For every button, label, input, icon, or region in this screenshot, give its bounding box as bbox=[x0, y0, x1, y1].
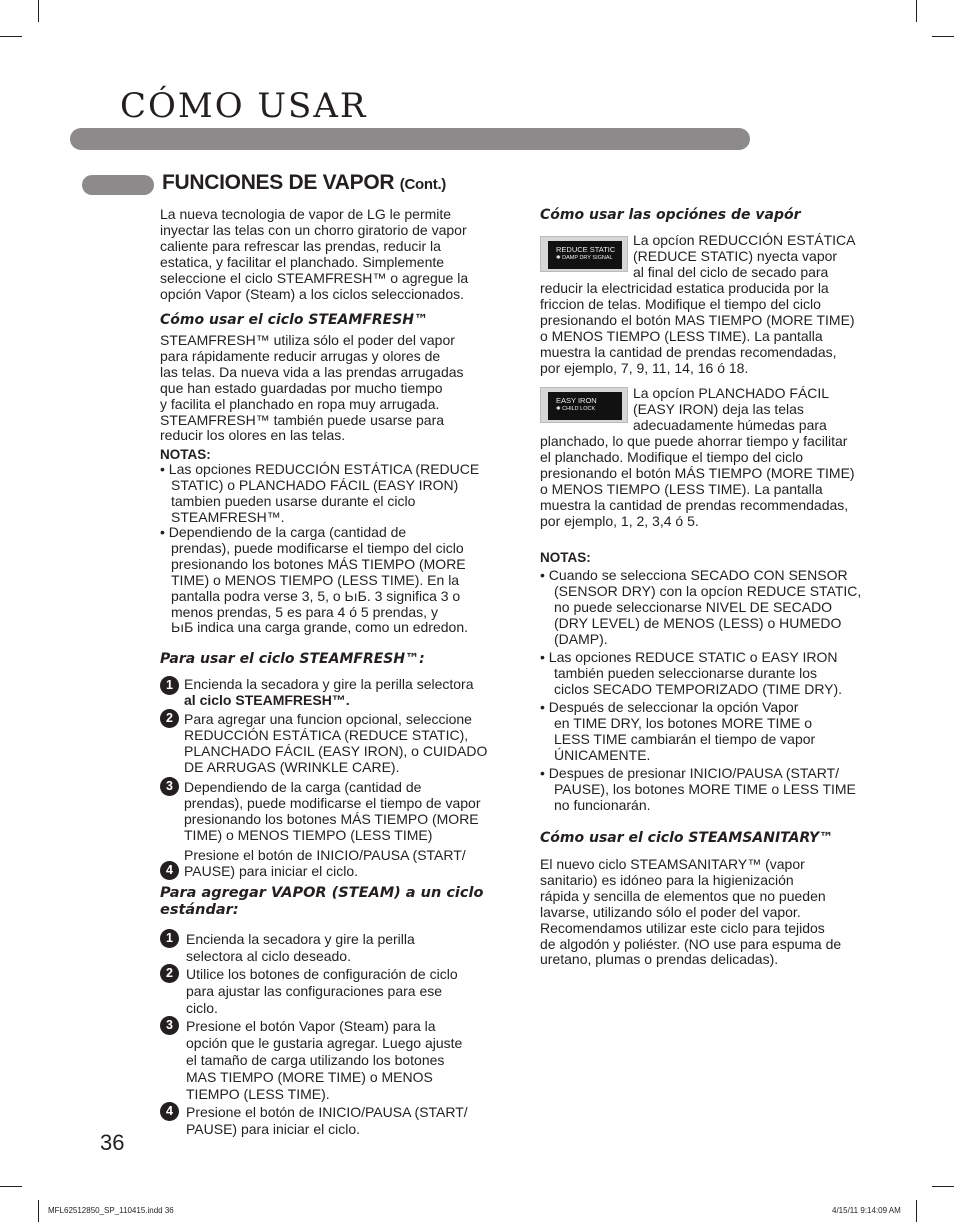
text-line: ЬıБ indica una carga grande, como un edredon. bbox=[171, 619, 469, 636]
text-line: La opcíon REDUCCIÓN ESTÁTICA bbox=[633, 232, 856, 248]
panel-sublabel: ✱ DAMP DRY SIGNAL bbox=[556, 255, 613, 261]
subheading-use-steamfresh: Para usar el ciclo STEAMFRESH™: bbox=[160, 651, 425, 667]
steamsanitary-paragraph bbox=[540, 857, 841, 968]
text-line: Presione el botón de INICIO/PAUSA (START/ bbox=[184, 847, 466, 863]
step-number: 3 bbox=[160, 777, 179, 796]
text-line: el planchado. Modifique el tiempo del ciclo bbox=[540, 448, 804, 465]
text-line: (EASY IRON) deja las telas bbox=[633, 400, 804, 417]
text-line: REDUCCIÓN ESTÁTICA (REDUCE STATIC), bbox=[184, 726, 469, 743]
text-line: seleccione el ciclo STEAMFRESH™ o agregue la bbox=[160, 269, 469, 286]
text-line: al final del ciclo de secado para bbox=[633, 263, 829, 280]
text-line: La nueva tecnologia de vapor de LG le permite bbox=[160, 206, 452, 222]
section-title-suffix: (Cont.) bbox=[399, 176, 447, 193]
step-number: 4 bbox=[160, 861, 179, 880]
step-text bbox=[184, 780, 481, 844]
reduce-static-paragraph bbox=[540, 281, 855, 376]
panel-sublabel: ✱ CHILD LOCK bbox=[556, 406, 596, 412]
text-line: el tamaño de carga utilizando los botones bbox=[186, 1052, 445, 1068]
text-line: Presione el botón Vapor (Steam) para la bbox=[186, 1018, 436, 1034]
text-line: ciclo. bbox=[186, 1000, 218, 1016]
step-text bbox=[184, 712, 487, 776]
text-line: El nuevo ciclo STEAMSANITARY™ (vapor bbox=[540, 856, 805, 872]
page-title: CÓMO USAR bbox=[120, 86, 368, 126]
crop-mark bbox=[932, 36, 954, 37]
text-line: y facilita el planchado en ropa muy arrugada. bbox=[160, 395, 440, 412]
text-line: Encienda la secadora y gire la perilla selectora bbox=[184, 676, 474, 692]
text-line: de algodón y poliéster. (NO use para espuma de bbox=[540, 935, 842, 952]
text-line: tambien pueden usarse durante el ciclo bbox=[171, 492, 416, 509]
text-line: uretano, plumas o prendas delicadas). bbox=[540, 951, 779, 968]
panel-display bbox=[548, 241, 622, 269]
section-title-text: FUNCIONES DE VAPOR bbox=[162, 171, 395, 194]
text-line: PAUSE) para iniciar el ciclo. bbox=[186, 1121, 361, 1137]
subheading-steamsanitary: Cómo usar el ciclo STEAMSANITARY™ bbox=[540, 830, 834, 846]
steamfresh-paragraph bbox=[160, 333, 464, 444]
text-line: TIME) o MENOS TIEMPO (LESS TIME) bbox=[184, 826, 433, 843]
text-line: Para agregar VAPOR (STEAM) a un ciclo bbox=[160, 885, 484, 901]
note-item bbox=[160, 525, 468, 636]
text-line: al ciclo STEAMFRESH™. bbox=[184, 691, 350, 708]
text-line: por ejemplo, 7, 9, 11, 14, 16 ó 18. bbox=[540, 359, 749, 376]
text-line: también pueden seleccionarse durante los bbox=[554, 664, 818, 681]
text-line: planchado, lo que puede ahorrar tiempo y facilitar bbox=[540, 433, 848, 449]
text-line: no funcionarán. bbox=[554, 796, 651, 813]
notes-label: NOTAS: bbox=[540, 550, 591, 565]
step-text bbox=[186, 931, 415, 965]
crop-mark bbox=[0, 1186, 22, 1187]
panel-label: EASY IRON bbox=[556, 396, 597, 405]
step-text bbox=[186, 1104, 468, 1138]
text-line: TIEMPO (LESS TIME). bbox=[186, 1086, 330, 1102]
text-line: prendas), puede modificarse el tiempo del ciclo bbox=[171, 539, 464, 556]
text-line: ciclos SECADO TEMPORIZADO (TIME DRY). bbox=[554, 680, 843, 697]
note-item bbox=[540, 568, 861, 648]
text-line: Para agregar una funcion opcional, seleccione bbox=[184, 711, 472, 727]
text-line: PAUSE), los botones MORE TIME o LESS TIME bbox=[554, 780, 856, 797]
text-line: (REDUCE STATIC) nyecta vapor bbox=[633, 247, 838, 264]
note-item bbox=[160, 462, 479, 526]
text-line: o MENOS TIEMPO (LESS TIME). La pantalla bbox=[540, 480, 823, 497]
footer-timestamp: 4/15/11 9:14:09 AM bbox=[832, 1206, 901, 1215]
text-line: • Después de seleccionar la opción Vapor bbox=[540, 699, 799, 715]
panel-label: REDUCE STATIC bbox=[556, 245, 616, 254]
step-text bbox=[186, 966, 458, 1017]
text-line: MAS TIEMPO (MORE TIME) o MENOS bbox=[186, 1069, 433, 1085]
text-line: Dependiendo de la carga (cantidad de bbox=[184, 779, 422, 795]
text-line: sanitario) es idóneo para la higienización bbox=[540, 871, 794, 888]
crop-mark bbox=[932, 1186, 954, 1187]
step-number: 2 bbox=[160, 709, 179, 728]
footer-file: MFL62512850_SP_110415.indd 36 bbox=[48, 1206, 174, 1215]
note-item bbox=[540, 650, 842, 698]
text-line: LESS TIME cambiarán el tiempo de vapor bbox=[554, 730, 816, 747]
text-line: presionando los botones MÁS TIEMPO (MORE bbox=[184, 810, 479, 827]
text-line: PLANCHADO FÁCIL (EASY IRON), o CUIDADO bbox=[184, 742, 488, 759]
text-line: STEAMFRESH™ utiliza sólo el poder del vapor bbox=[160, 332, 455, 348]
panel-display bbox=[548, 392, 622, 420]
step-number: 3 bbox=[160, 1016, 179, 1035]
text-line: ÚNICAMENTE. bbox=[554, 746, 651, 763]
text-line: selectora al ciclo deseado. bbox=[186, 948, 351, 964]
text-line: presionando el botón MAS TIEMPO (MORE TIME) bbox=[540, 311, 855, 328]
text-line: que han estado guardadas por mucho tiempo bbox=[160, 379, 443, 396]
note-item bbox=[540, 766, 856, 814]
crop-mark bbox=[38, 1200, 39, 1222]
text-line: caliente para refrescar las prendas, reducir la bbox=[160, 237, 441, 254]
text-line: presionando el botón MÁS TIEMPO (MORE TIME) bbox=[540, 464, 855, 481]
text-line: PAUSE) para iniciar el ciclo. bbox=[184, 862, 359, 879]
text-line: TIME) o MENOS TIEMPO (LESS TIME). En la bbox=[171, 571, 460, 588]
text-line: opción que le gustaria agregar. Luego ajuste bbox=[186, 1035, 463, 1051]
easy-iron-paragraph bbox=[540, 434, 855, 529]
crop-mark bbox=[38, 0, 39, 22]
text-line: para rápidamente reducir arrugas y olores de bbox=[160, 347, 441, 364]
text-line: STATIC) o PLANCHADO FÁCIL (EASY IRON) bbox=[171, 476, 459, 493]
text-line: • Cuando se selecciona SECADO CON SENSOR bbox=[540, 567, 848, 583]
text-line: lavarse, utilizando sólo el poder del vapor. bbox=[540, 903, 801, 920]
text-line: (DRY LEVEL) de MENOS (LESS) o HUMEDO bbox=[554, 614, 842, 631]
step-number: 1 bbox=[160, 676, 179, 695]
text-line: (DAMP). bbox=[554, 630, 608, 647]
text-line: en TIME DRY, los botones MORE TIME o bbox=[554, 714, 813, 731]
text-line: para ajustar las configuraciones para ese bbox=[186, 983, 443, 999]
text-line: (SENSOR DRY) con la opcíon REDUCE STATIC, bbox=[554, 582, 862, 599]
text-line: no puede seleccionarse NIVEL DE SECADO bbox=[554, 598, 833, 615]
text-line: las telas. Da nueva vida a las prendas arrugadas bbox=[160, 363, 464, 380]
note-item bbox=[540, 700, 815, 764]
text-line: menos prendas, 5 es para 4 ó 5 prendas, y bbox=[171, 603, 438, 620]
text-line: o MENOS TIEMPO (LESS TIME). La pantalla bbox=[540, 327, 823, 344]
text-line: inyectar las telas con un chorro giratorio de vapor bbox=[160, 221, 467, 238]
section-pill bbox=[82, 175, 154, 195]
text-line: pantalla podra verse 3, 5, o ЬıБ. 3 significa 3 o bbox=[171, 587, 461, 604]
reduce-static-panel-image bbox=[540, 236, 628, 272]
intro-paragraph bbox=[160, 207, 468, 302]
crop-mark bbox=[916, 0, 917, 22]
crop-mark bbox=[916, 1200, 917, 1222]
text-line: presionando los botones MÁS TIEMPO (MORE bbox=[171, 555, 466, 572]
text-line: opción Vapor (Steam) a los ciclos seleccionados. bbox=[160, 285, 465, 302]
header-bar bbox=[70, 128, 750, 150]
text-line: friccion de telas. Modifique el tiempo del ciclo bbox=[540, 295, 821, 312]
crop-mark bbox=[0, 36, 22, 37]
page-number: 36 bbox=[100, 1130, 125, 1155]
step-number: 1 bbox=[160, 929, 179, 948]
text-line: Encienda la secadora y gire la perilla bbox=[186, 931, 415, 947]
subheading-steamfresh: Cómo usar el ciclo STEAMFRESH™ bbox=[160, 312, 429, 328]
section-title bbox=[162, 171, 446, 195]
step-number: 4 bbox=[160, 1102, 179, 1121]
text-line: La opcíon PLANCHADO FÁCIL bbox=[633, 385, 830, 401]
step-text bbox=[184, 848, 466, 880]
text-line: reducir la electricidad estatica producida por la bbox=[540, 280, 829, 296]
text-line: • Las opciones REDUCCIÓN ESTÁTICA (REDUCE bbox=[160, 461, 480, 477]
step-text bbox=[186, 1018, 462, 1103]
step-text bbox=[184, 677, 474, 709]
text-line: prendas), puede modificarse el tiempo de vapor bbox=[184, 794, 481, 811]
text-line: STEAMFRESH™ también puede usarse para bbox=[160, 411, 445, 428]
text-line: estatica, y facilitar el planchado. Simplemente bbox=[160, 253, 445, 270]
step-number: 2 bbox=[160, 964, 179, 983]
text-line: rápida y sencilla de elementos que no pueden bbox=[540, 887, 826, 904]
reduce-static-paragraph-top bbox=[633, 233, 856, 281]
notes-label: NOTAS: bbox=[160, 447, 211, 462]
text-line: por ejemplo, 1, 2, 3,4 ó 5. bbox=[540, 512, 699, 529]
text-line: adecuadamente húmedas para bbox=[633, 416, 827, 433]
easy-iron-panel-image bbox=[540, 387, 628, 423]
text-line: estándar: bbox=[160, 902, 239, 918]
text-line: STEAMFRESH™. bbox=[171, 508, 285, 525]
text-line: • Dependiendo de la carga (cantidad de bbox=[160, 524, 407, 540]
text-line: Recomendamos utilizar este ciclo para tejidos bbox=[540, 919, 825, 936]
text-line: reducir los olores en las telas. bbox=[160, 427, 346, 444]
text-line: muestra la cantidad de prendas recomendadas, bbox=[540, 343, 837, 360]
text-line: Utilice los botones de configuración de ciclo bbox=[186, 966, 458, 982]
subheading-steam-options: Cómo usar las opciónes de vapór bbox=[540, 207, 801, 223]
text-line: DE ARRUGAS (WRINKLE CARE). bbox=[184, 758, 400, 775]
text-line: • Despues de presionar INICIO/PAUSA (START/ bbox=[540, 765, 840, 781]
text-line: Presione el botón de INICIO/PAUSA (START/ bbox=[186, 1104, 468, 1120]
subheading-add-steam bbox=[160, 885, 483, 919]
text-line: muestra la cantidad de prendas recommendadas, bbox=[540, 496, 849, 513]
text-line: • Las opciones REDUCE STATIC o EASY IRON bbox=[540, 649, 838, 665]
easy-iron-paragraph-top bbox=[633, 386, 829, 434]
